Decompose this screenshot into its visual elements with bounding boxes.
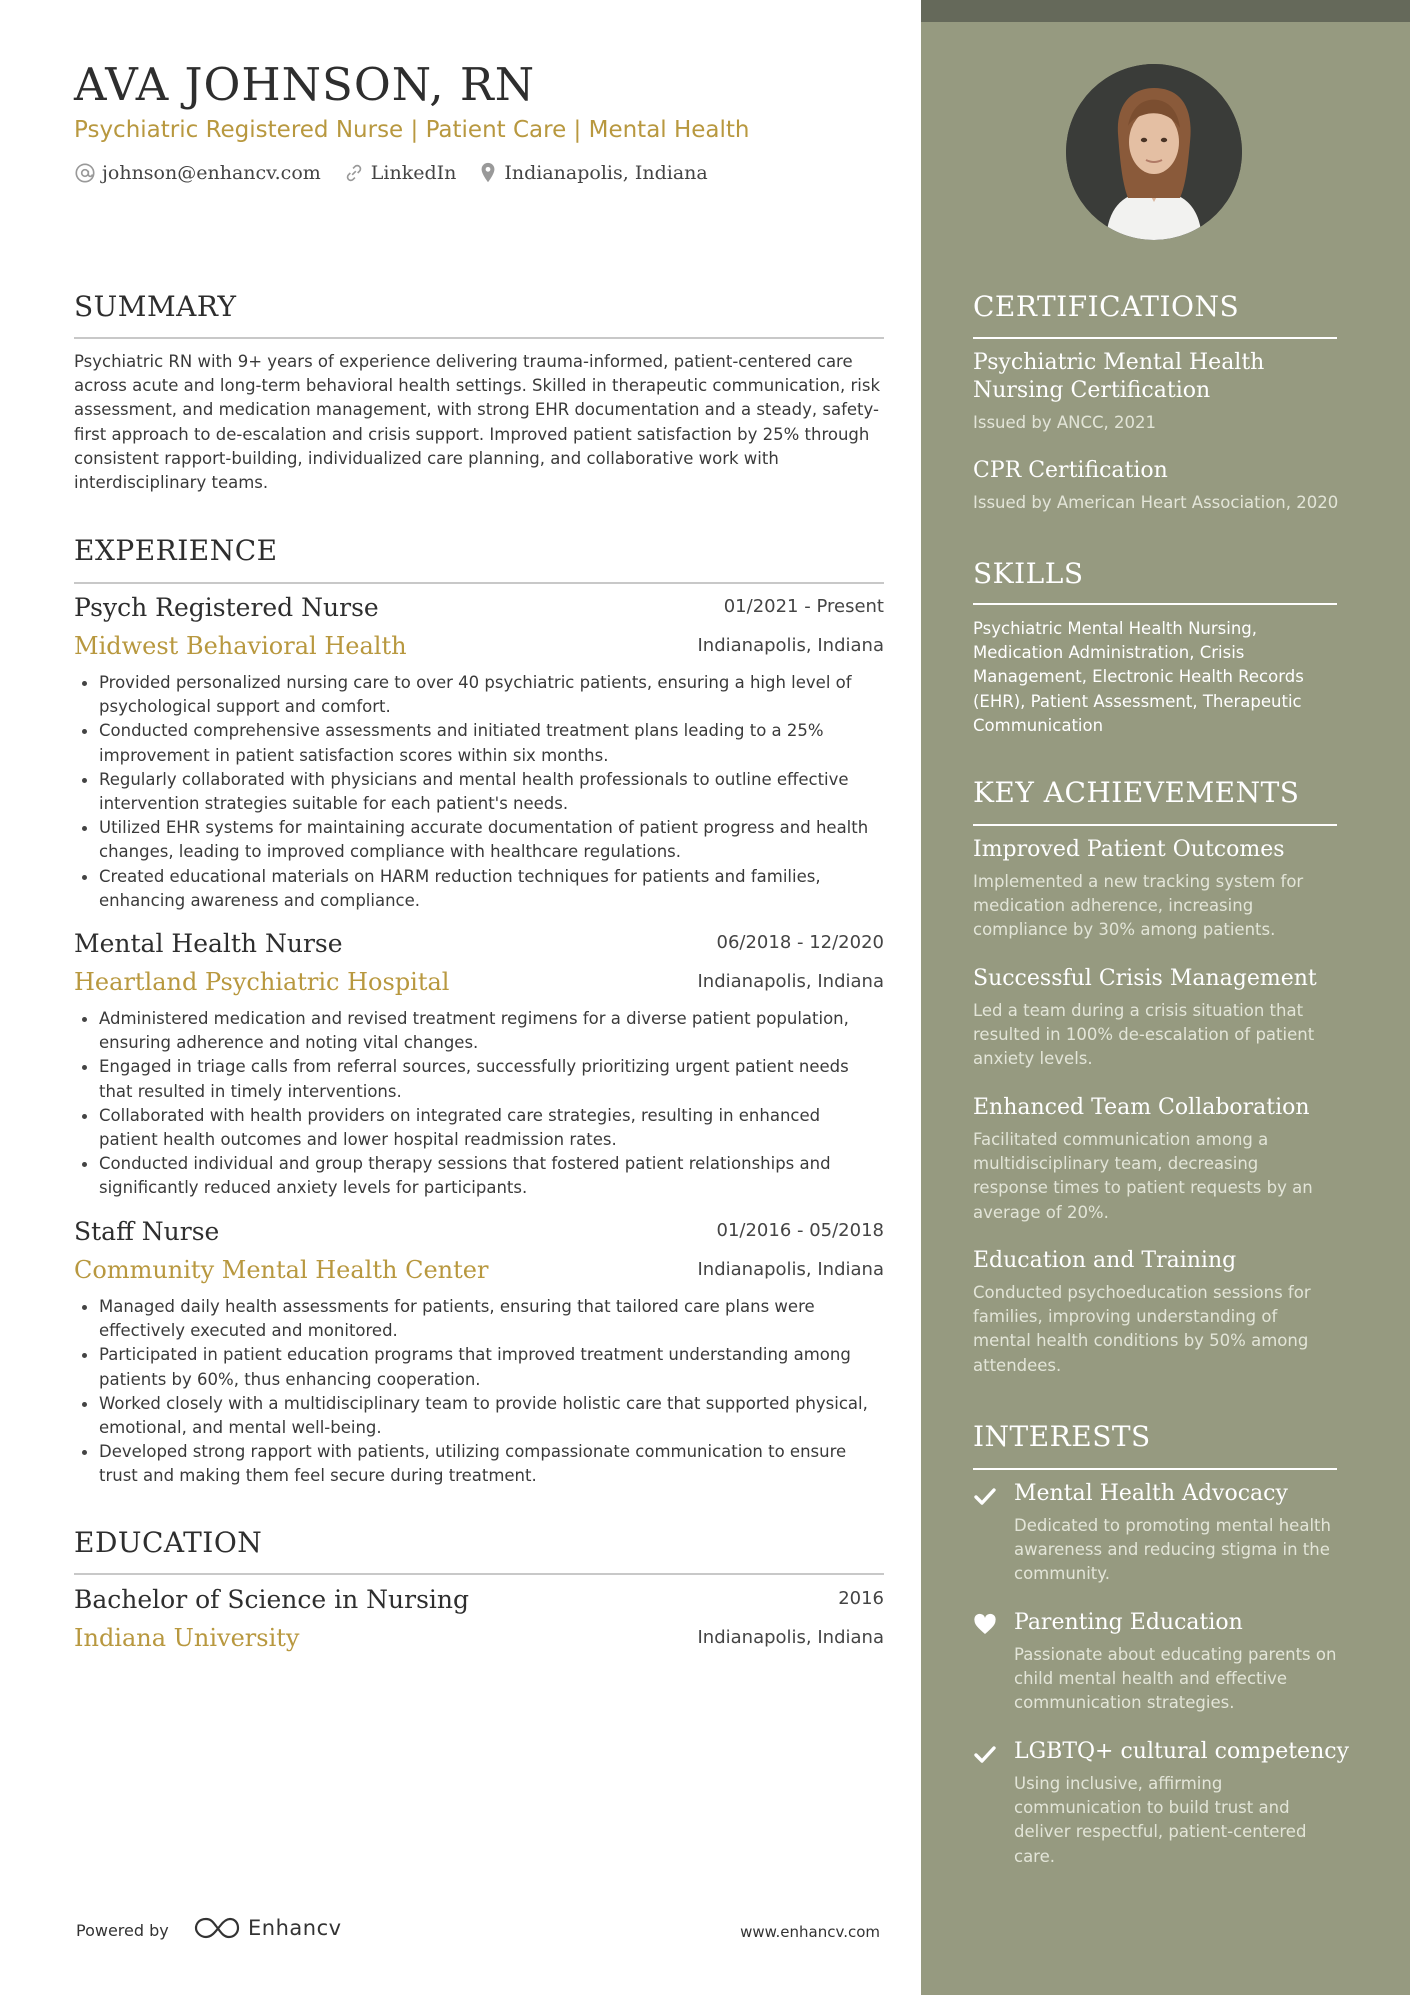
achievement-title: Improved Patient Outcomes: [973, 837, 1285, 862]
job-bullets: [74, 1007, 884, 1201]
interest-text: Using inclusive, affirming communication to build trust and deliver respectful, patient-centered care.: [1014, 1774, 1307, 1866]
degree: Bachelor of Science in Nursing: [74, 1585, 470, 1614]
sidebar-top-band: [921, 0, 1410, 22]
bullet-item: Conducted individual and group therapy sessions that fostered patient relationships and significantly reduced anxiety levels for participants.: [74, 1152, 884, 1200]
interests-divider: [973, 1468, 1337, 1470]
certifications-divider: [973, 337, 1337, 339]
contact-location: [478, 162, 707, 184]
job-company: Heartland Psychiatric Hospital: [74, 968, 450, 996]
bullet-item: Utilized EHR systems for maintaining accurate documentation of patient progress and health changes, leading to improved compliance with healthcare regulations.: [74, 816, 884, 864]
achievement-item: [973, 836, 1318, 943]
contact-email[interactable]: [74, 162, 321, 184]
enhancv-logo[interactable]: [194, 1915, 342, 1941]
interest-title: Parenting Education: [1014, 1610, 1243, 1635]
achievement-title: Successful Crisis Management: [973, 966, 1317, 991]
job-company: Community Mental Health Center: [74, 1256, 489, 1284]
check-icon: [973, 1484, 997, 1508]
skills-heading: SKILLS: [973, 557, 1084, 590]
certification-issuer: Issued by American Heart Association, 2020: [973, 493, 1339, 512]
bullet-item: Participated in patient education programs that improved treatment understanding among patients by 60%, thus enhancing cooperation.: [74, 1343, 884, 1391]
education-entry: [74, 1585, 884, 1663]
experience-heading: EXPERIENCE: [74, 534, 278, 567]
location-pin-icon: [478, 162, 498, 184]
achievement-text: Facilitated communication among a multidisciplinary team, decreasing response times to patient requests by an average of 20%.: [973, 1130, 1313, 1222]
education-divider: [74, 1573, 884, 1575]
contact-bar: [74, 162, 730, 184]
headline: Psychiatric Registered Nurse | Patient Care | Mental Health: [74, 117, 750, 143]
certifications-heading: CERTIFICATIONS: [973, 290, 1240, 323]
interests-heading: INTERESTS: [973, 1420, 1151, 1453]
job-entry: [74, 929, 884, 1201]
powered-by-label: Powered by: [76, 1921, 169, 1940]
job-dates: 06/2018 - 12/2020: [716, 932, 884, 953]
job-title: Mental Health Nurse: [74, 929, 343, 958]
achievement-title: Education and Training: [973, 1248, 1237, 1273]
job-location: Indianapolis, Indiana: [697, 971, 884, 992]
certification-item: [973, 457, 1343, 515]
achievement-text: Implemented a new tracking system for medication adherence, increasing compliance by 30% among patients.: [973, 872, 1304, 940]
job-title: Staff Nurse: [74, 1217, 220, 1246]
skills-list: Psychiatric Mental Health Nursing, Medication Administration, Crisis Management, Electronic Health Records (EHR), Patient Assessment, Therapeutic Communication: [973, 619, 1304, 735]
achievement-title: Enhanced Team Collaboration: [973, 1095, 1310, 1120]
check-icon: [973, 1742, 997, 1766]
certification-item: [973, 349, 1343, 435]
linkedin-text: LinkedIn: [370, 162, 457, 184]
bullet-item: Managed daily health assessments for patients, ensuring that tailored care plans were effectively executed and monitored.: [74, 1295, 884, 1343]
skills-divider: [973, 603, 1337, 605]
achievements-heading: KEY ACHIEVEMENTS: [973, 776, 1300, 809]
link-icon: [343, 162, 365, 184]
bullet-item: Provided personalized nursing care to over 40 psychiatric patients, ensuring a high level of psychological support and comfort.: [74, 671, 884, 719]
job-location: Indianapolis, Indiana: [697, 635, 884, 656]
candidate-name: AVA JOHNSON, RN: [74, 58, 536, 111]
summary-heading: SUMMARY: [74, 290, 237, 323]
certification-name: Psychiatric Mental Health Nursing Certification: [973, 350, 1265, 403]
achievement-item: [973, 1094, 1318, 1225]
bullet-item: Conducted comprehensive assessments and initiated treatment plans leading to a 25% improvement in patient satisfaction scores within six months.: [74, 719, 884, 767]
enhancv-logo-icon: [194, 1915, 240, 1941]
contact-linkedin[interactable]: [343, 162, 457, 184]
main-column: [74, 0, 884, 1995]
certification-name: CPR Certification: [973, 458, 1168, 483]
experience-divider: [74, 582, 884, 584]
achievements-divider: [973, 824, 1337, 826]
bullet-item: Collaborated with health providers on integrated care strategies, resulting in enhanced patient health outcomes and lower hospital readmission rates.: [74, 1104, 884, 1152]
sidebar: [921, 0, 1410, 1995]
bullet-item: Developed strong rapport with patients, utilizing compassionate communication to ensure trust and making them feel secure during treatment.: [74, 1440, 884, 1488]
bullet-item: Engaged in triage calls from referral sources, successfully prioritizing urgent patient needs that resulted in timely interventions.: [74, 1055, 884, 1103]
bullet-item: Created educational materials on HARM reduction techniques for patients and families, enhancing awareness and compliance.: [74, 865, 884, 913]
achievement-item: [973, 1247, 1318, 1378]
bullet-item: Administered medication and revised treatment regimens for a diverse patient population, ensuring adherence and noting vital changes.: [74, 1007, 884, 1055]
heart-icon: [973, 1613, 997, 1637]
achievement-item: [973, 965, 1318, 1072]
achievement-text: Led a team during a crisis situation that resulted in 100% de-escalation of patient anxiety levels.: [973, 1001, 1315, 1069]
job-title: Psych Registered Nurse: [74, 593, 379, 622]
interest-title: LGBTQ+ cultural competency: [1014, 1739, 1349, 1764]
bullet-item: Worked closely with a multidisciplinary team to provide holistic care that supported physical, emotional, and mental well-being.: [74, 1392, 884, 1440]
job-dates: 01/2021 - Present: [723, 596, 884, 617]
interest-title: Mental Health Advocacy: [1014, 1481, 1288, 1506]
job-bullets: [74, 671, 884, 913]
brand-name: Enhancv: [248, 1916, 342, 1940]
education-heading: EDUCATION: [74, 1526, 263, 1559]
interest-text: Dedicated to promoting mental health awareness and reducing stigma in the community.: [1014, 1516, 1331, 1584]
job-entry: [74, 593, 884, 913]
website-link[interactable]: www.enhancv.com: [740, 1923, 880, 1941]
job-entry: [74, 1217, 884, 1489]
location-text: Indianapolis, Indiana: [504, 162, 708, 184]
profile-photo: [1066, 64, 1242, 240]
summary-divider: [74, 337, 884, 339]
school: Indiana University: [74, 1624, 300, 1652]
at-icon: [74, 162, 96, 184]
achievement-text: Conducted psychoeducation sessions for families, improving understanding of mental health conditions by 50% among attendees.: [973, 1283, 1311, 1375]
graduation-year: 2016: [838, 1588, 884, 1609]
footer: [74, 1915, 884, 1955]
job-company: Midwest Behavioral Health: [74, 632, 407, 660]
summary-text: Psychiatric RN with 9+ years of experience delivering trauma-informed, patient-centered care across acute and long-term behavioral health settings. Skilled in therapeutic communication, risk assessment, and medication management, with strong EHR documentation and a steady, safety-first approach to de-escalation and crisis support. Improved patient satisfaction by 25% through consistent rapport-building, individualized care planning, and collaborative work with interdisciplinary teams.: [74, 352, 881, 493]
portrait-illustration: [1066, 64, 1242, 240]
job-location: Indianapolis, Indiana: [697, 1259, 884, 1280]
job-dates: 01/2016 - 05/2018: [716, 1220, 884, 1241]
certification-issuer: Issued by ANCC, 2021: [973, 413, 1157, 432]
email-text: johnson@enhancv.com: [102, 162, 321, 184]
interest-text: Passionate about educating parents on child mental health and effective communication strategies.: [1014, 1645, 1337, 1713]
job-bullets: [74, 1295, 884, 1489]
school-location: Indianapolis, Indiana: [697, 1627, 884, 1648]
bullet-item: Regularly collaborated with physicians and mental health professionals to outline effective intervention strategies suitable for each patient's needs.: [74, 768, 884, 816]
